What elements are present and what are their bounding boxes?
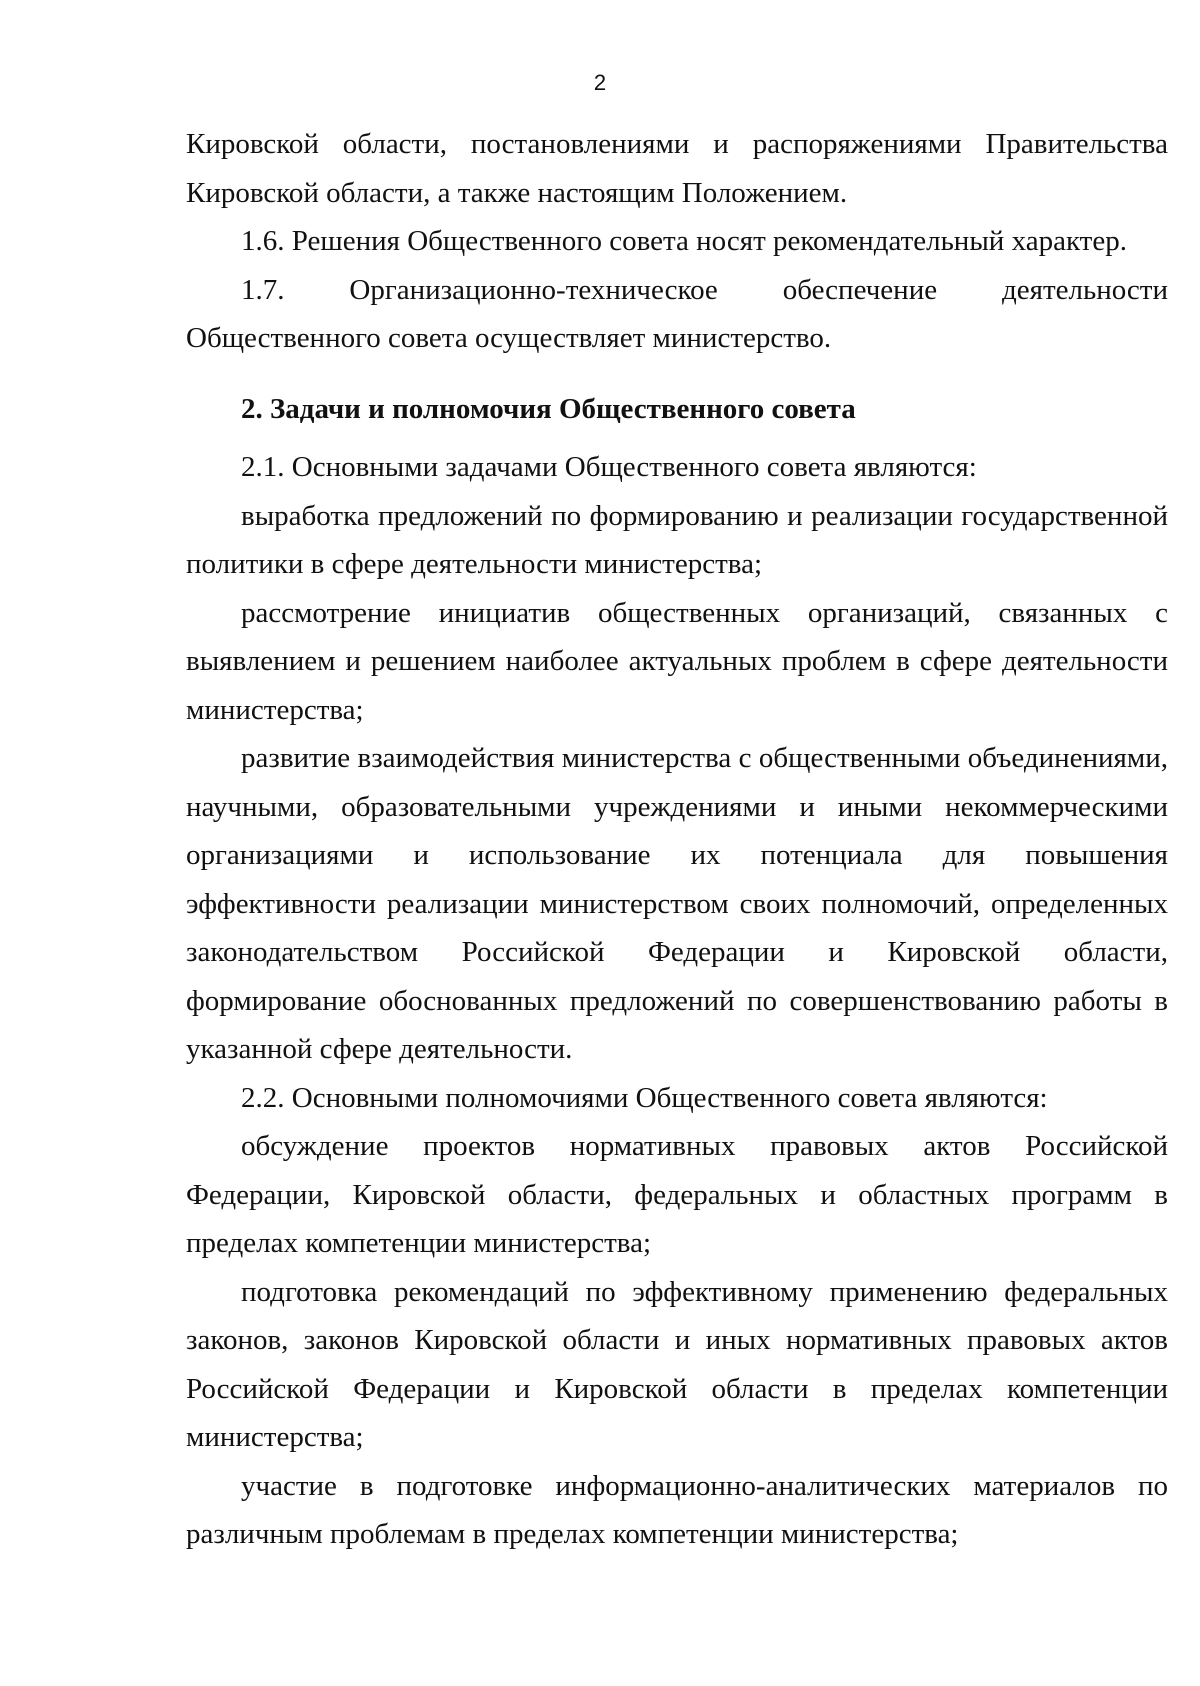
paragraph-continuation: Кировской области, постановлениями и распоряжениями Правительства Кировской области, а также настоящим Положением. [186,128,1168,209]
list-item-task-2: рассмотрение инициатив общественных организаций, связанных с выявлением и решением наиболее актуальных проблем в сфере деятельности министерства; [186,596,1168,726]
paragraph-2-1: 2.1. Основными задачами Общественного совета являются: [241,451,977,483]
list-item-power-1: обсуждение проектов нормативных правовых актов Российской Федерации, Кировской области, федеральных и областных программ в пределах компетенции министерства; [186,1130,1168,1259]
document-body [186,120,1168,1559]
paragraph-1-7: 1.7. Организационно-техническое обеспечение деятельности Общественного совета осуществляет министерство. [186,273,1168,354]
paragraph-1-6: 1.6. Решения Общественного совета носят рекомендательный характер. [241,225,1127,257]
list-item-power-3: участие в подготовке информационно-аналитических материалов по различным проблемам в пределах компетенции министерства; [186,1469,1168,1550]
page-number: 2 [593,70,607,95]
paragraph-2-2: 2.2. Основными полномочиями Общественного совета являются: [241,1081,1048,1114]
list-item-power-2: подготовка рекомендаций по эффективному применению федеральных законов, законов Кировской области и иных нормативных правовых актов Российской Федерации и Кировской области в пределах компетенции министерства; [186,1275,1168,1453]
section-heading: 2. Задачи и полномочия Общественного совета [241,392,856,425]
list-item-task-3: развитие взаимодействия министерства с общественными объединениями, научными, образовательными учреждениями и иными некоммерческими организациями и использование их потенциала для повышения эффективности реализации министерством своих полномочий, определенных законодательством Российской Федерации и Кировской области, формирование обоснованных предложений по совершенствованию работы в указанной сфере деятельности. [186,742,1168,1065]
list-item-task-1: выработка предложений по формированию и реализации государственной политики в сфере деятельности министерства; [186,499,1168,580]
